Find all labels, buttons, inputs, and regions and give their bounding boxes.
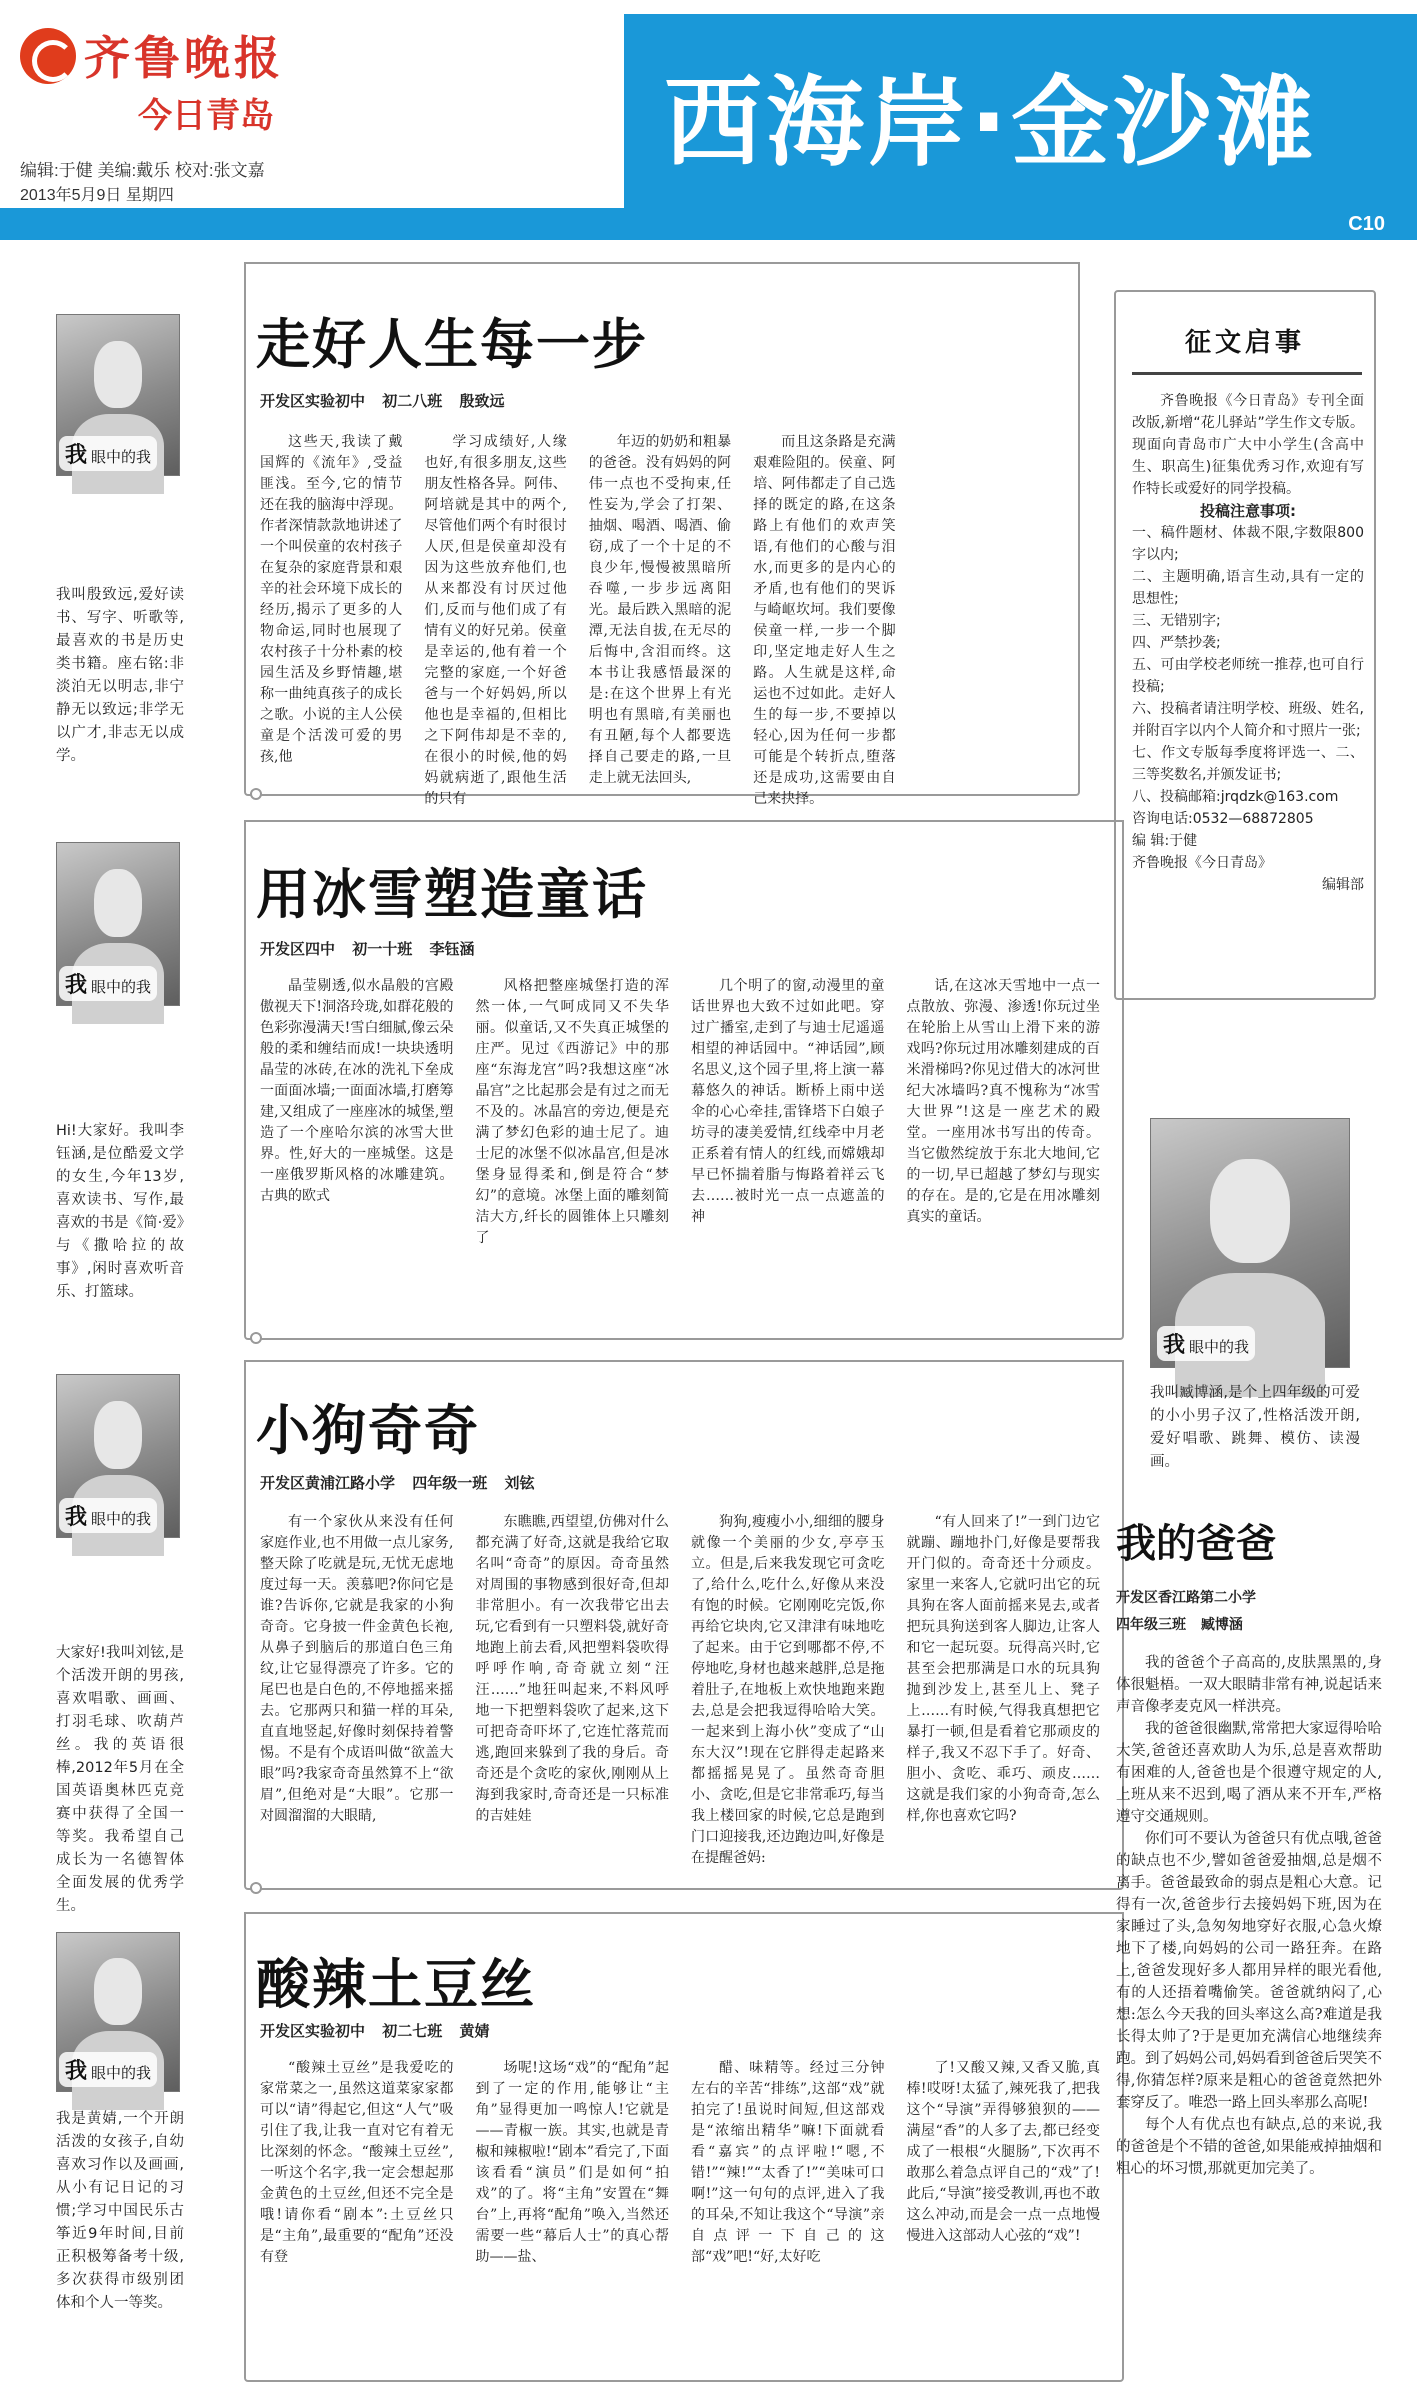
article-2	[20, 820, 1100, 1350]
section-title-banner	[624, 14, 1417, 209]
column-4: “有人回来了!”一到门边它就蹦、蹦地扑门,好像是要帮我开门似的。奇奇还十分顽皮。家里一来客人,它就叼出它的玩具狗在客人面前摇来晃去,或者把玩具狗送到客人脚边,让客人和它一起玩耍。玩得高兴时,它甚至会把那满是口水的玩具狗抛到沙发上,甚至儿上、凳子上……有时候,气得我真想把它暴打一顿,但是看着它那顽皮的样子,我又不忍下手了。好奇、胆小、贪吃、乖巧、顽皮……这就是我们家的小狗奇奇,怎么样,你也喜欢它吗?	[906, 1514, 1100, 1824]
logo-swirl-icon	[20, 28, 76, 84]
article-school: 开发区香江路第二小学	[1116, 1590, 1256, 1606]
note-item: 八、投稿邮箱:jrqdzk@163.com	[1132, 789, 1339, 805]
paper-name: 齐鲁晚报	[84, 31, 284, 85]
column-4: 话,在这冰天雪地中一点一点散放、弥漫、渗透!你玩过坐在轮胎上从雪山上滑下来的游戏吗?你玩过用冰雕刻建成的百米滑梯吗?你见过借大的冰河世纪大冰墙吗?真不愧称为“冰雪大世界”!这是一座艺术的殿堂。一座用冰书写出的传奇。当它傲然绽放于东北大地间,它的一切,早已超越了梦幻与现实的存在。是的,它是在用冰雕刻真实的童话。	[906, 978, 1100, 1225]
eye-badge: 我 眼中的我	[59, 436, 157, 471]
article-title: 走好人生每一步	[256, 313, 648, 376]
article-body	[1116, 1652, 1382, 2180]
call-for-entries-box	[1114, 290, 1376, 1000]
article-title: 小狗奇奇	[256, 1399, 480, 1462]
column-3: 年迈的奶奶和粗暴的爸爸。没有妈妈的阿伟一点也不受拘束,任性妄为,学会了打架、抽烟、喝酒、喝酒、偷窃,成了一个十足的不良少年,慢慢被黑暗所吞噬,一步步远离阳光。最后跌入黑暗的泥潭,无法自拔,在无尽的后悔中,含泪而终。这本书让我感悟最深的是:在这个世界上有光明也有黑暗,有美丽也有丑陋,每个人都要选择自己要走的路,一旦走上就无法回头,	[588, 434, 732, 786]
call-for-entries-title: 征文启事	[1184, 328, 1305, 358]
eye-badge: 我 眼中的我	[59, 2052, 157, 2087]
author-bio: 我是黄婧,一个开朗活泼的女孩子,自幼喜欢习作以及画画,从小有记日记的习惯;学习中国民乐古筝近9年时间,目前正积极筹备考十级,多次获得市级别团体和个人一等奖。	[56, 2111, 184, 2311]
column-2: 东瞧瞧,西望望,仿佛对什么都充满了好奇,这就是我给它取名叫“奇奇”的原因。奇奇虽然对周围的事物感到很好奇,但却非常胆小。有一次我带它出去玩,它看到有一只塑料袋,就好奇地跑上前去看,风把塑料袋吹得呼呼作响,奇奇就立刻“汪汪……”地狂叫起来,不料风呼地一下把塑料袋吹了起来,这下可把奇奇吓坏了,它连忙落荒而逃,跑回来躲到了我的身后。奇奇还是个贪吃的家伙,刚刚从上海到我家时,奇奇还是一只标准的吉娃娃	[475, 1514, 669, 1824]
column-1: 这些天,我读了戴国辉的《流年》,受益匪浅。至今,它的情节还在我的脑海中浮现。作者深情款款地讲述了一个叫侯童的农村孩子在复杂的家庭背景和艰辛的社会环境下成长的经历,揭示了更多的人物命运,同时也展现了农村孩子十分朴素的校园生活及乡野情趣,堪称一曲纯真孩子的成长之歌。小说的主人公侯童是个活泼可爱的男孩,他	[260, 434, 403, 765]
note-item: 五、可由学校老师统一推荐,也可自行投稿;	[1132, 657, 1364, 695]
article-byline: 开发区实验初中 初二八班 殷致远	[260, 392, 505, 410]
decorative-dot	[250, 788, 262, 800]
section-title: 西海岸·金沙滩	[664, 66, 1318, 180]
column-2: 学习成绩好,人缘也好,有很多朋友,这些朋友性格各异。阿伟、阿培就是其中的两个,尽管他们两个有时很讨人厌,但是侯童却没有因为这些放弃他们,也从来都没有讨厌过他们,反而与他们成了有情有义的好兄弟。侯童是幸运的,他有着一个完整的家庭,一个好爸爸与一个好妈妈,所以他也是幸福的,但相比之下阿伟却是不幸的,在很小的时候,他的妈妈就病逝了,跟他生活的只有	[424, 434, 567, 807]
note-item: 六、投稿者请注明学校、班级、姓名,并附百字以内个人简介和寸照片一张;	[1132, 701, 1364, 739]
edition-name: 今日青岛	[138, 96, 274, 136]
column-1: “酸辣土豆丝”是我爱吃的家常菜之一,虽然这道菜家家都可以“请”得起它,但这“人气”吸引住了我,让我一直对它有着无比深刻的怀念。“酸辣土豆丝”,一听这个名字,我一定会想起那金黄色的土豆丝,但还不完全是哦!请你看“剧本”:土豆丝只是“主角”,最重要的“配角”还没有登	[260, 2060, 454, 2265]
column-2: 风格把整座城堡打造的浑然一体,一气呵成同又不失华丽。似童话,又不失真正城堡的庄严。见过《西游记》中的那座“东海龙宫”吗?我想这座“冰晶宫”之比起那会是有过之而无不及的。冰晶宫的旁边,便是充满了梦幻色彩的迪士尼了。迪士尼的冰堡不似冰晶宫,但是冰堡身显得柔和,倒是符合“梦幻”的意境。冰堡上面的雕刻简洁大方,纤长的圆锥体上只雕刻了	[475, 978, 669, 1246]
note-item: 一、稿件题材、体裁不限,字数限800字以内;	[1132, 525, 1364, 563]
note-item: 四、严禁抄袭;	[1132, 635, 1221, 651]
article-byline: 开发区黄浦江路小学 四年级一班 刘铉	[260, 1474, 535, 1492]
editor-line: 编 辑:于健	[1132, 833, 1198, 849]
note-item: 二、主题明确,语言生动,具有一定的思想性;	[1132, 569, 1364, 607]
article-title: 我的爸爸	[1116, 1521, 1276, 1567]
article-3	[20, 1360, 1100, 1914]
author-photo	[56, 1932, 180, 2092]
author-bio: 我叫臧博涵,是个上四年级的可爱的小小男子汉了,性格活泼开朗,爱好唱歌、跳舞、模仿、读漫画。	[1150, 1385, 1360, 1470]
paragraph: 每个人有优点也有缺点,总的来说,我的爸爸是个不错的爸爸,如果能戒掉抽烟和粗心的坏习惯,那就更加完美了。	[1116, 2117, 1382, 2177]
column-4: 而且这条路是充满艰难险阻的。侯童、阿培、阿伟都走了自己选择的既定的路,在这条路上有他们的欢声笑语,有他们的心酸与泪水,而更多的是内心的矛盾,也有他们的哭诉与崎岖坎坷。我们要像侯童一样,一步一个脚印,坚定地走好人生之路。人生就是这样,命运也不过如此。走好人生的每一步,不要掉以轻心,因为任何一步都可能是个转折点,堕落还是成功,这需要由自己来抉择。	[753, 434, 896, 807]
signature-dept: 编辑部	[1322, 877, 1364, 893]
paragraph: 我的爸爸个子高高的,皮肤黑黑的,身体很魁梧。一双大眼睛非常有神,说起话来声音像孝麦克风一样洪亮。	[1116, 1655, 1382, 1715]
column-3: 几个明了的窗,动漫里的童话世界也大致不过如此吧。穿过广播室,走到了与迪士尼遥遥相望的神话园中。“神话园”,顾名思义,这个园子里,将上演一幕幕悠久的神话。断桥上雨中送伞的心心牵挂,雷锋塔下白娘子坊寻的凄美爱情,红线牵中月老正系着有情人的红线,而嫦娥却早已怀揣着脂与悔路着祥云飞去……被时光一点一点遮盖的神	[691, 978, 885, 1225]
intro-text: 齐鲁晚报《今日青岛》专刊全面改版,新增“花儿驿站”学生作文专版。现面向青岛市广大中小学生(含高中生、职高生)征集优秀习作,欢迎有写作特长或爱好的同学投稿。	[1132, 393, 1364, 497]
masthead	[0, 0, 1417, 240]
author-photo	[56, 314, 180, 476]
column-1: 晶莹剔透,似水晶般的宫殿傲视天下!洞洛玲珑,如群花般的色彩弥漫满天!雪白细腻,像云朵般的柔和缠结而成!一块块透明晶莹的冰砖,在冰的洗礼下垒成一面面冰墙;一面面冰墙,打磨筹建,又组成了一座座冰的城堡,塑造了一个座哈尔滨的冰雪大世界。性,好大的一座城堡。这是一座俄罗斯风格的冰雕建筑。古典的欧式	[260, 978, 454, 1204]
article-byline: 开发区实验初中 初二七班 黄婧	[260, 2022, 490, 2040]
page-bar	[0, 208, 1417, 240]
note-item: 七、作文专版每季度将评选一、二、三等奖数名,并颁发证书;	[1132, 745, 1364, 783]
issue-date: 2013年5月9日 星期四	[20, 187, 174, 204]
page-number: C10	[1348, 213, 1385, 235]
paragraph: 你们可不要认为爸爸只有优点哦,爸爸的缺点也不少,譬如爸爸爱抽烟,总是烟不离手。爸爸最致命的弱点是粗心大意。记得有一次,爸爸步行去接妈妈下班,因为在家睡过了头,急匆匆地穿好衣服,心急火燎地下了楼,向妈妈的公司一路狂奔。在路上,爸爸发现好多人都用异样的眼光看他,有的人还捂着嘴偷笑。爸爸就纳闷了,心想:怎么今天我的回头率这么高?难道是我长得太帅了?于是更加充满信心地继续奔跑。到了妈妈公司,妈妈看到爸爸后哭笑不得,你猜怎样?原来是粗心的爸爸竟然把外套穿反了。唯恐一路上回头率那么高呢!	[1116, 1831, 1382, 2111]
article-4	[20, 1912, 1100, 2392]
article-body	[260, 976, 1100, 1326]
author-photo	[56, 1374, 180, 1538]
newspaper-logo	[20, 18, 610, 204]
notes-heading: 投稿注意事项:	[1200, 502, 1296, 520]
column-4: 了!又酸又辣,又香又脆,真棒!哎呀!太猛了,辣死我了,把我这个“导演”弄得够狼狈的——满屋“香”的人多了去,都已经变成了一根根“火腿肠”,下次再不敢那么着急点评自己的“戏”了!此后,“导演”接受教训,再也不敢这么冲动,而是会一点一点地慢慢进入这部动人心弦的“戏”!	[906, 2060, 1100, 2244]
decorative-dot	[250, 1882, 262, 1894]
eye-badge: 我 眼中的我	[1157, 1326, 1255, 1361]
author-bio: 我叫殷致远,爱好读书、写字、听歌等,最喜欢的书是历史类书籍。座右铭:非淡泊无以明志,非宁静无以致远;非学无以广才,非志无以成学。	[56, 587, 184, 764]
eye-badge: 我 眼中的我	[59, 1498, 157, 1533]
editors-line: 编辑:于健 美编:戴乐 校对:张文嘉	[20, 161, 265, 180]
article-title: 用冰雪塑造童话	[256, 863, 648, 926]
author-photo	[1150, 1118, 1350, 1368]
column-3: 醋、味精等。经过三分钟左右的辛苦“排练”,这部“戏”就拍完了!虽说时间短,但这部戏是“浓缩出精华”嘛!下面就看看“嘉宾”的点评啦!“嗯,不错!”“辣!”“太香了!”“美味可口啊!”这一句句的点评,进入了我的耳朵,不知让我这个“导演”亲自点评一下自己的这部“戏”吧!“好,太好吃	[691, 2060, 885, 2265]
eye-badge: 我 眼中的我	[59, 966, 157, 1001]
column-3: 狗狗,瘦瘦小小,细细的腰身就像一个美丽的少女,亭亭玉立。但是,后来我发现它可贪吃了,给什么,吃什么,好像从来没有饱的时候。它刚刚吃完饭,你再给它块肉,它又津津有味地吃了起来。由于它到哪都不停,不停地吃,身材也越来越胖,总是拖着肚子,在地板上欢快地跑来跑去,总是会把我逗得哈哈大笑。一起来到上海小伙”变成了“山东大汉”!现在它胖得走起路来都摇摇晃晃了。虽然奇奇胆小、贪吃,但是它非常乖巧,每当我上楼回家的时候,它总是跑到门口迎接我,还边跑边叫,好像是在提醒爸妈:	[691, 1514, 885, 1866]
column-1: 有一个家伙从来没有任何家庭作业,也不用做一点儿家务,整天除了吃就是玩,无忧无虑地度过每一天。羡慕吧?你问它是谁?告诉你,它就是我家的小狗奇奇。它身披一件金黄色长袍,从鼻子到脑后的那道白色三角纹,让它显得漂亮了许多。它的尾巴也是白色的,不停地摇来摇去。它那两只和猫一样的耳朵,直直地竖起,好像时刻保持着警惕。不是有个成语叫做“欲盖大眼”吗?我家奇奇虽然算不上“欲眉”,但绝对是“大眼”。它那一对圆溜溜的大眼睛,	[260, 1514, 454, 1824]
decorative-dot	[250, 1332, 262, 1344]
author-photo	[56, 842, 180, 1006]
article-body	[260, 2058, 1100, 2370]
title-underline	[1132, 372, 1362, 375]
author-bio: 大家好!我叫刘铉,是个活泼开朗的男孩,喜欢唱歌、画画、打羽毛球、吹葫芦丝。我的英语很棒,2012年5月在全国英语奥林匹克竞赛中获得了全国一等奖。我希望自己成长为一名德智体全面发展的优秀学生。	[56, 1645, 184, 1914]
author-bio: Hi!大家好。我叫李钰涵,是位酷爱文学的女生,今年13岁,喜欢读书、写作,最喜欢的书是《简·爱》与《撒哈拉的故事》,闲时喜欢听音乐、打篮球。	[56, 1123, 184, 1300]
column-2: 场呢!这场“戏”的“配角”起到了一定的作用,能够让“主角”显得更加一鸣惊人!它就是——青椒一族。其实,也就是青椒和辣椒啦!“剧本”看完了,下面该看看“演员”们是如何“拍戏”的了。将“主角”安置在“舞台”上,再将“配角”唤入,当然还需要一些“幕后人士”的真心帮助——盐、	[475, 2060, 669, 2265]
phone-line: 咨询电话:0532—68872805	[1132, 811, 1314, 827]
article-1	[20, 262, 1100, 807]
signature: 齐鲁晚报《今日青岛》	[1132, 855, 1272, 871]
article-body	[260, 1512, 1100, 1878]
article-byline: 开发区四中 初一十班 李钰涵	[260, 940, 475, 958]
paragraph: 我的爸爸很幽默,常常把大家逗得哈哈大笑,爸爸还喜欢助人为乐,总是喜欢帮助有困难的人,爸爸也是个很遵守规定的人,上班从来不迟到,喝了酒从来不开车,严格遵守交通规则。	[1116, 1721, 1382, 1825]
article-byline: 四年级三班 臧博涵	[1116, 1617, 1243, 1633]
article-body	[260, 432, 1060, 807]
note-item: 三、无错别字;	[1132, 613, 1221, 629]
call-for-entries-body	[1132, 390, 1364, 896]
article-title: 酸辣土豆丝	[256, 1953, 536, 2016]
